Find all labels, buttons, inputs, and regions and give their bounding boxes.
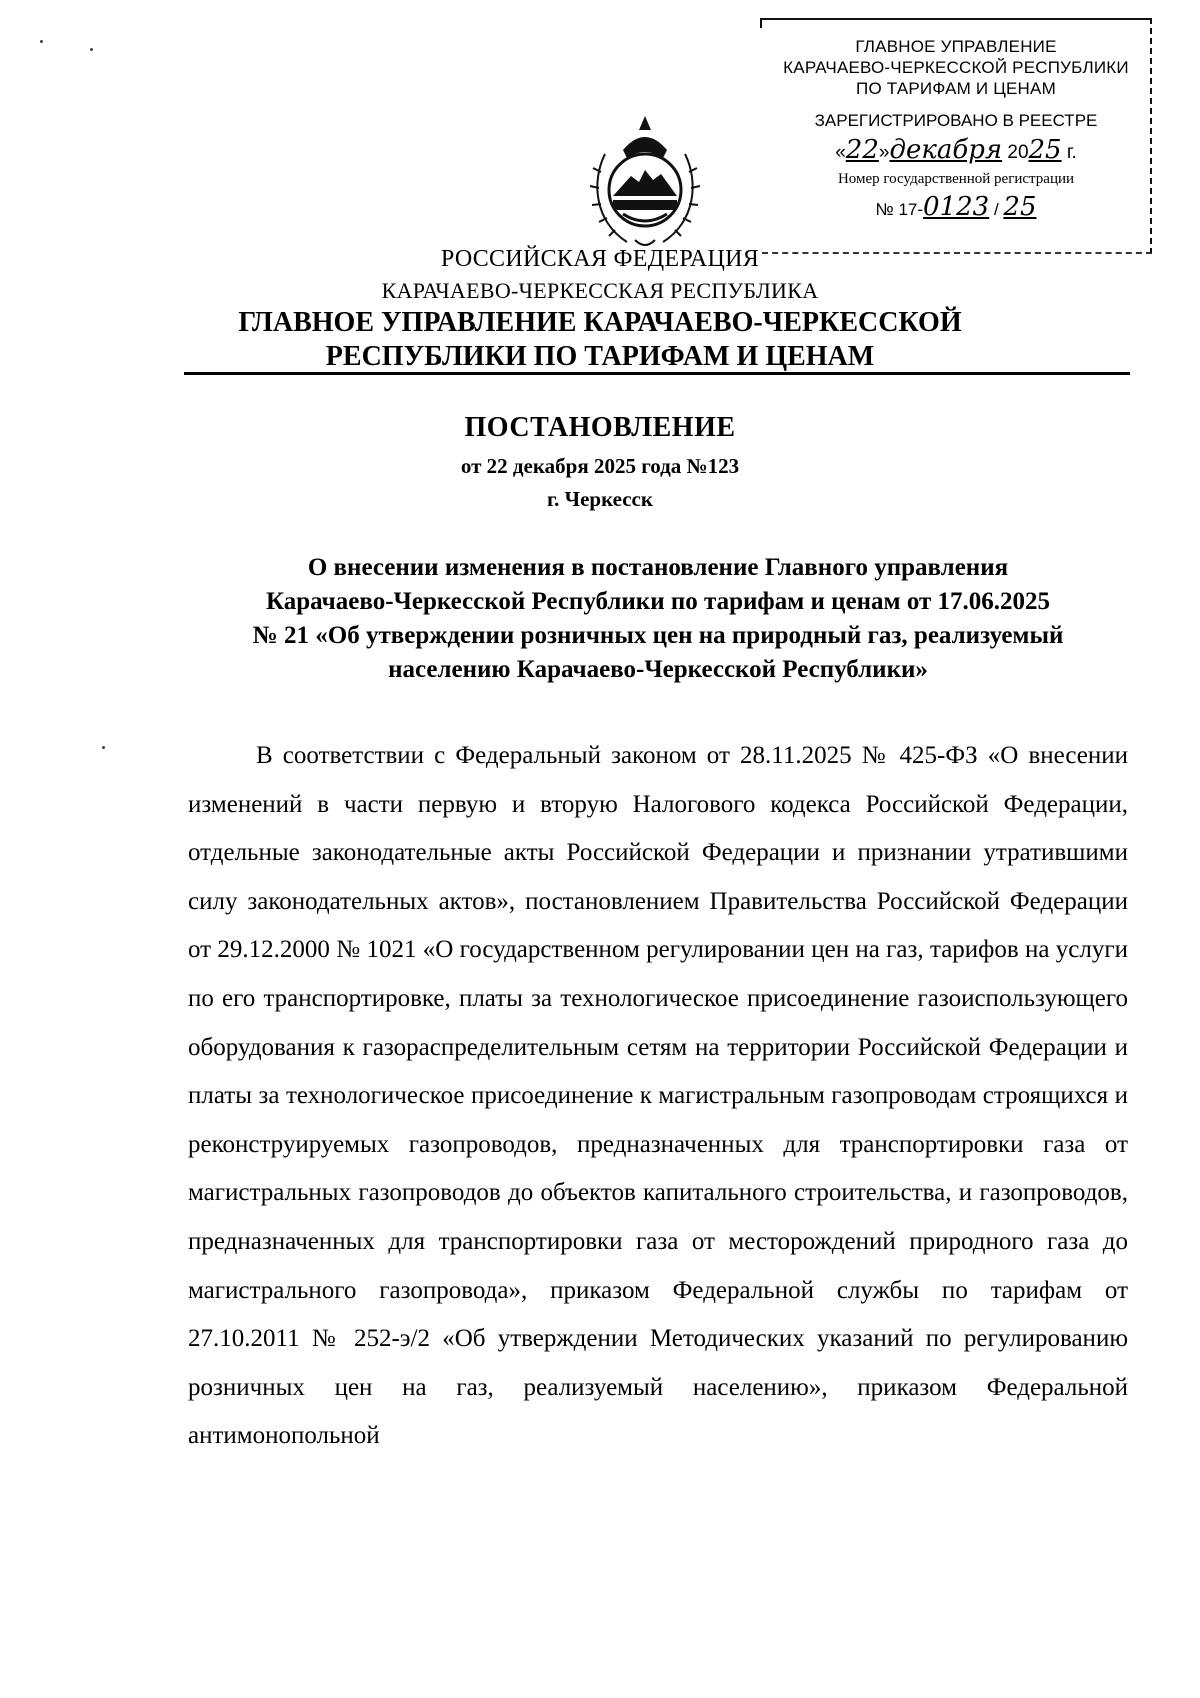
stamp-org-line: ПО ТАРИФАМ И ЦЕНАМ xyxy=(856,79,1056,98)
stamp-org-line: КАРАЧАЕВО-ЧЕРКЕССКОЙ РЕСПУБЛИКИ xyxy=(783,58,1129,77)
handwritten-year: 25 xyxy=(1028,135,1062,165)
document-title xyxy=(186,551,1130,687)
stamp-number-label: Номер государственной регистрации xyxy=(837,171,1075,187)
header-divider xyxy=(184,372,1130,375)
scan-speck xyxy=(90,48,93,51)
handwritten-month: декабря xyxy=(889,135,1003,165)
stamp-org-line: ГЛАВНОЕ УПРАВЛЕНИЕ xyxy=(855,37,1057,56)
document-city: г. Черкесск xyxy=(547,487,653,511)
handwritten-number-year: 25 xyxy=(1003,192,1037,222)
document-date-number: от 22 декабря 2025 года №123 xyxy=(460,454,740,478)
stamp-organization xyxy=(762,36,1150,99)
document-type: ПОСТАНОВЛЕНИЕ xyxy=(464,412,736,443)
registration-stamp xyxy=(762,18,1152,254)
coat-of-arms-icon xyxy=(583,112,707,252)
agency-line: ГЛАВНОЕ УПРАВЛЕНИЕ КАРАЧАЕВО-ЧЕРКЕССКОЙ xyxy=(238,307,962,338)
agency-line: РЕСПУБЛИКИ ПО ТАРИФАМ И ЦЕНАМ xyxy=(325,341,875,372)
stamp-date: «22»декабря 2025 г. xyxy=(835,135,1077,165)
handwritten-day: 22 xyxy=(845,135,879,165)
title-line: О внесении изменения в постановление Главного управления xyxy=(307,554,1009,581)
title-line: населению Карачаево-Черкесской Республики» xyxy=(388,656,928,683)
title-line: № 21 «Об утверждении розничных цен на природный газ, реализуемый xyxy=(252,622,1064,649)
title-line: Карачаево-Черкесской Республики по тарифам и ценам от 17.06.2025 xyxy=(265,588,1051,615)
agency-name xyxy=(0,306,1200,374)
republic-name: КАРАЧАЕВО-ЧЕРКЕССКАЯ РЕСПУБЛИКА xyxy=(381,278,819,303)
scan-speck xyxy=(102,746,105,749)
country-name: РОССИЙСКАЯ ФЕДЕРАЦИЯ xyxy=(440,246,760,272)
scan-speck xyxy=(40,40,43,43)
stamp-registered-label: ЗАРЕГИСТРИРОВАНО В РЕЕСТРЕ xyxy=(814,111,1098,130)
stamp-number: № 17-0123 / 25 xyxy=(875,192,1037,222)
document-body: В соответствии с Федеральный законом от 28.11.2025 № 425-ФЗ «О внесении изменений в части первую и вторую Налогового кодекса Российской Федерации, отдельные законодательные акты Российской Федерации и признании утратившими силу законодательных актов», постановлением Правительства Российской Федерации от 29.12.2000 № 1021 «О государственном регулировании цен на газ, тарифов на услуги по его транспортировке, платы за технологическое присоединение газоиспользующего оборудования к газораспределительным сетям на территории Российской Федерации и платы за технологическое присоединение к магистральным газопроводам строящихся и реконструируемых газопроводов, предназначенных для транспортировки газа от магистральных газопроводов до объектов капитального строительства, и газопроводов, предназначенных для транспортировки газа от месторождений природного газа до магистрального газопровода», приказом Федеральной службы по тарифам от 27.10.2011 № 252-э/2 «Об утверждении Методических указаний по регулированию розничных цен на газ, реализуемый населению», приказом Федеральной антимонопольной xyxy=(188,742,1128,1450)
handwritten-number: 0123 xyxy=(923,192,990,222)
